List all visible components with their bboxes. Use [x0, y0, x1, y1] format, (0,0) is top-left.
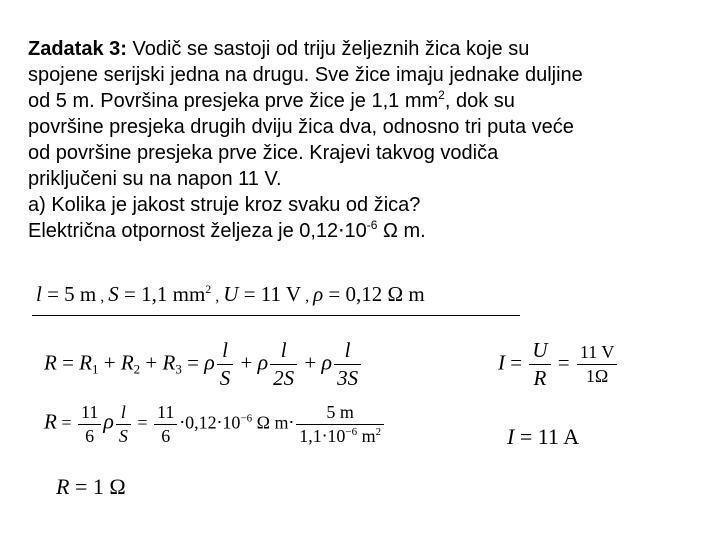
given-l-value: = 5 m: [41, 282, 97, 306]
eq1-frac3-den: 3S: [337, 366, 359, 390]
problem-line-1-text: Vodič se sastoji od triju željeznih žica koje su: [126, 38, 530, 60]
eq1-R2: R: [120, 350, 134, 375]
problem-line-4: površine presjeka drugih dviju žica dva, odnosno tri puta veće: [28, 116, 574, 138]
ohm-U: U: [529, 338, 550, 365]
problem-line-1: [28, 36, 708, 62]
current-result: [507, 424, 579, 450]
problem-line-3: [28, 88, 708, 114]
given-U-symbol: U: [223, 282, 239, 306]
eq1-plus-4: +: [299, 350, 322, 375]
eq2-num-l: l: [116, 402, 131, 425]
ohm-fraction-2: [577, 342, 618, 387]
eq1-R3-sub: 3: [175, 361, 182, 377]
problem-line-6: priključeni su na napon 11 V.: [28, 168, 282, 190]
given-separator-1: ,: [96, 288, 109, 305]
eq1-equals-2: =: [181, 350, 205, 375]
eq2-den-6: 6: [85, 426, 95, 446]
problem-question: a) Kolika je jakost struje kroz svaku od žica?: [28, 194, 421, 216]
eq2-fraction-11-6-b: [154, 402, 177, 447]
given-S-value: = 1,1 mm: [118, 282, 206, 306]
problem-resistivity: [28, 218, 708, 244]
given-U-value: = 11 V: [238, 282, 302, 306]
ohm-num-value: 11 V: [577, 342, 618, 365]
eq2-fraction-l-S: [116, 402, 131, 447]
resistivity-unit: Ω m.: [377, 220, 426, 242]
ohm-equals-1: =: [505, 350, 528, 375]
eq1-frac1-num: l: [217, 338, 234, 365]
eq2-length: 5 m: [296, 402, 384, 425]
ohm-R: R: [533, 366, 547, 390]
series-resistance-equation: [44, 338, 363, 391]
eq1-R3: R: [162, 350, 176, 375]
eq1-plus-2: +: [140, 350, 163, 375]
eq1-rho-2: ρ: [257, 349, 269, 375]
ohms-law-equation: [498, 338, 619, 391]
resistance-symbol: R: [56, 474, 70, 499]
given-S-symbol: S: [108, 282, 119, 306]
problem-line-2: spojene serijski jedna na drugu. Sve žice imaju jednake duljine: [28, 64, 583, 86]
problem-line-3-a: od 5 m. Površina presjeka prve žice je 1,1 mm: [28, 90, 439, 112]
resistivity-exponent: -6: [366, 218, 378, 232]
eq1-frac3-num: l: [334, 338, 361, 365]
eq2-rho: ρ: [103, 408, 114, 434]
eq1-frac2-num: l: [270, 338, 297, 365]
eq1-fraction-1: [217, 338, 234, 391]
current-symbol: I: [507, 424, 515, 449]
eq1-R1: R: [79, 350, 92, 375]
given-rho-symbol: ρ: [313, 282, 324, 306]
eq1-frac1-den: S: [219, 366, 231, 390]
eq1-rho-1: ρ: [204, 349, 215, 375]
eq1-frac2-den: 2S: [273, 366, 295, 390]
eq2-equals-1: =: [56, 412, 76, 433]
resistance-result: [56, 474, 126, 500]
eq2-den-S: S: [118, 426, 128, 446]
given-l-symbol: l: [36, 282, 42, 306]
given-divider: [32, 315, 520, 316]
eq1-R2-sub: 2: [133, 361, 141, 377]
current-value: = 11 A: [514, 424, 580, 449]
eq1-R: R: [44, 350, 57, 375]
eq2-fraction-length-area: [296, 402, 384, 447]
given-S-exponent: 2: [205, 282, 212, 296]
eq2-coef-exp: −6: [240, 412, 253, 425]
eq1-plus-3: +: [235, 350, 258, 375]
problem-heading: Zadatak 3:: [28, 38, 127, 60]
eq2-equals-2: =: [132, 412, 153, 433]
eq2-fraction-11-6: [78, 402, 101, 447]
eq1-fraction-3: [334, 338, 361, 391]
eq2-R: R: [44, 409, 57, 434]
eq1-R1-sub: 1: [92, 361, 99, 377]
eq1-rho-3: ρ: [321, 349, 333, 375]
resistance-value: = 1 Ω: [69, 474, 126, 499]
eq2-area: [296, 425, 384, 447]
given-values: [36, 282, 425, 307]
eq1-plus-1: +: [98, 350, 121, 375]
eq1-fraction-2: [270, 338, 297, 391]
ohm-equals-2: =: [552, 350, 575, 375]
eq1-equals-1: =: [56, 350, 80, 375]
eq2-den-6-b: 6: [161, 426, 171, 446]
eq2-dot: ⋅: [179, 412, 186, 433]
eq2-num-11-b: 11: [154, 402, 177, 425]
given-rho-value: = 0,12 Ω m: [323, 282, 425, 306]
eq2-area-unit: m: [357, 426, 376, 446]
problem-line-3-sup: 2: [438, 88, 445, 102]
eq2-num-11: 11: [78, 402, 101, 425]
resistance-calculation: [44, 402, 386, 447]
ohm-fraction-1: [529, 338, 550, 391]
eq2-unit: Ω m⋅: [252, 412, 295, 433]
ohm-den-value: 1Ω: [585, 366, 609, 386]
eq2-area-value: 1,1⋅10: [299, 426, 346, 446]
problem-line-3-b: , dok su: [444, 90, 515, 112]
problem-line-5: od površine presjeka prve žice. Krajevi takvog vodiča: [28, 142, 499, 164]
given-separator-3: ,: [301, 288, 314, 305]
eq2-area-unit-exp: 2: [375, 426, 382, 438]
resistivity-text: Električna otpornost željeza je 0,12⋅10: [28, 220, 367, 242]
ohm-I: I: [498, 350, 505, 375]
problem-text: [28, 36, 708, 244]
eq2-area-exp: −6: [345, 426, 358, 438]
given-separator-2: ,: [211, 288, 224, 305]
eq2-coef: 0,12⋅10: [185, 412, 241, 433]
